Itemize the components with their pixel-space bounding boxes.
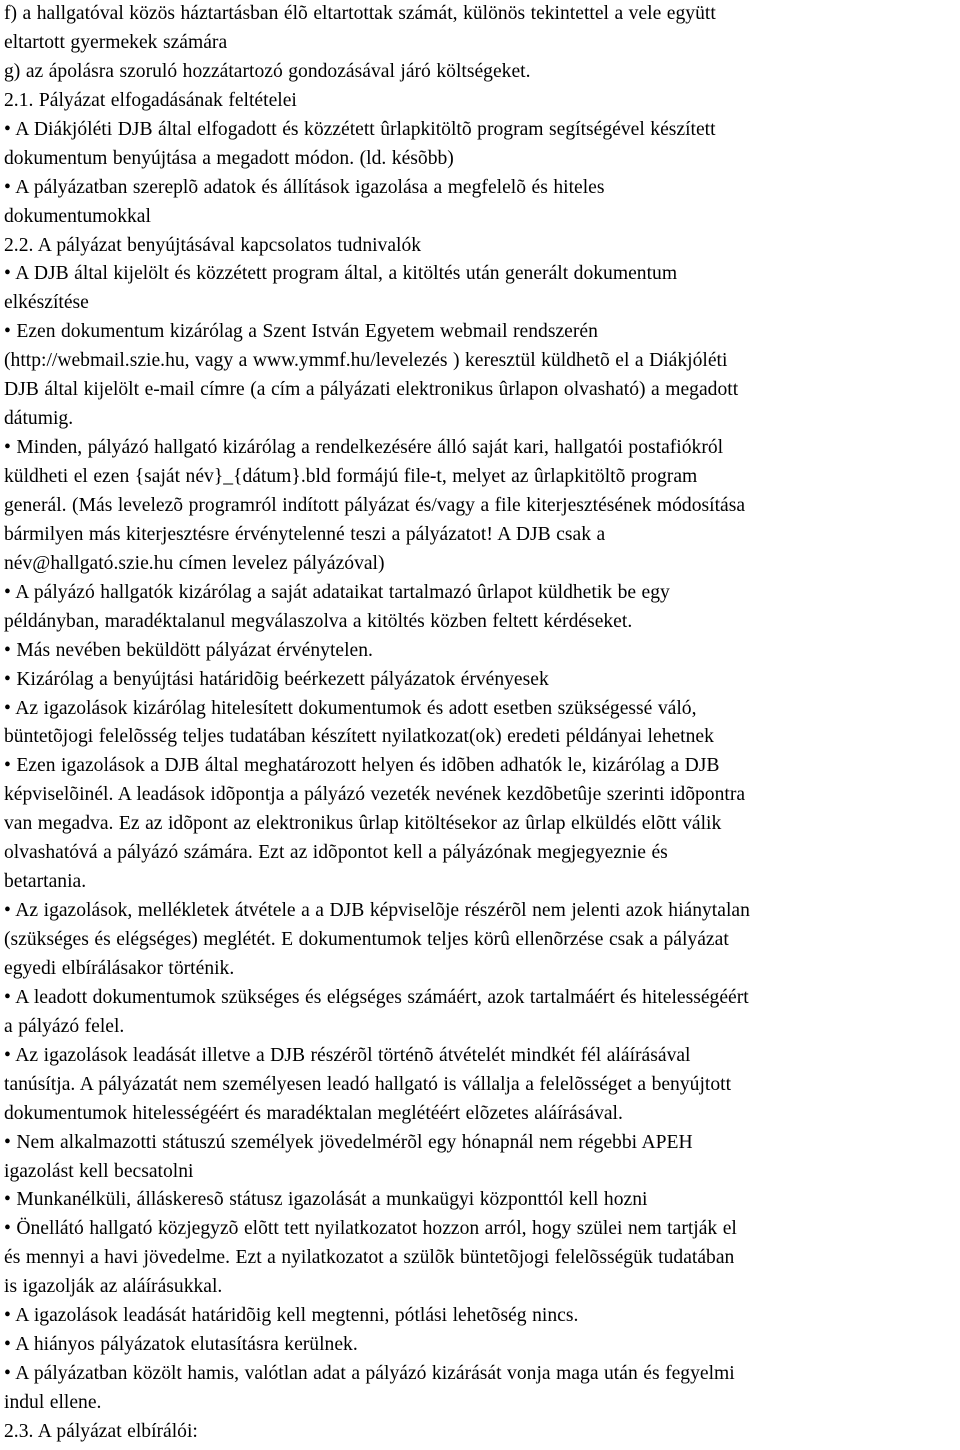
text-line: egyedi elbírálásakor történik. <box>4 957 235 979</box>
bullet-line: • A pályázatban szereplõ adatok és állítások igazolása a megfelelõ és hiteles <box>4 176 605 198</box>
bullet-line: • A leadott dokumentumok szükséges és elégséges számáért, azok tartalmáért és hitelességéért <box>4 986 749 1008</box>
text-line: dokumentumok hitelességéért és maradéktalan meglétéért elõzetes aláírásával. <box>4 1102 623 1124</box>
section-heading-2-1: 2.1. Pályázat elfogadásának feltételei <box>4 89 297 111</box>
text-line: dokumentum benyújtása a megadott módon. (ld. késõbb) <box>4 147 454 169</box>
bullet-line: • A Diákjóléti DJB által elfogadott és közzétett ûrlapkitöltõ program segítségével készített <box>4 118 716 140</box>
text-line: is igazolják az aláírásukkal. <box>4 1276 223 1298</box>
text-line: a pályázó felel. <box>4 1015 125 1037</box>
text-line: bármilyen más kiterjesztésre érvénytelenné teszi a pályázatot! A DJB csak a <box>4 523 606 545</box>
bullet-line: • A hiányos pályázatok elutasításra kerülnek. <box>4 1334 358 1356</box>
text-line: f) a hallgatóval közös háztartásban élõ eltartottak számát, különös tekintettel a vele együtt <box>4 3 716 24</box>
bullet-line: • Munkanélküli, álláskeresõ státusz igazolását a munkaügyi központtól kell hozni <box>4 1189 648 1211</box>
bullet-line: • Ezen igazolások a DJB által meghatározott helyen és idõben adhatók le, kizárólag a DJB <box>4 755 720 777</box>
bullet-line: • A DJB által kijelölt és közzétett program által, a kitöltés után generált dokumentum <box>4 263 678 285</box>
text-line: tanúsítja. A pályázatát nem személyesen leadó hallgató is vállalja a felelõsséget a benyújtott <box>4 1073 732 1095</box>
text-line: betartania. <box>4 871 87 893</box>
text-line: (http://webmail.szie.hu, vagy a www.ymmf.hu/levelezés ) keresztül küldhetõ el a Diákjóléti <box>4 350 728 372</box>
bullet-line: • A pályázatban közölt hamis, valótlan adat a pályázó kizárását vonja maga után és fegyelmi <box>4 1363 735 1385</box>
text-line: és mennyi a havi jövedelme. Ezt a nyilatkozatot a szülõk büntetõjogi felelõsségük tudatában <box>4 1247 735 1269</box>
text-line: g) az ápolásra szoruló hozzátartozó gondozásával járó költségeket. <box>4 60 531 82</box>
section-heading-2-2: 2.2. A pályázat benyújtásával kapcsolatos tudnivalók <box>4 234 422 256</box>
text-line: képviselõinél. A leadások idõpontja a pályázó vezeték nevének kezdõbetûje szerinti idõpontra <box>4 784 746 806</box>
bullet-line: • Minden, pályázó hallgató kizárólag a rendelkezésére álló saját kari, hallgatói postafiókról <box>4 437 724 459</box>
bullet-line: • Nem alkalmazotti státuszú személyek jövedelmérõl egy hónapnál nem régebbi APEH <box>4 1131 693 1153</box>
text-line: van megadva. Ez az idõpont az elektronikus ûrlap kitöltésekor az ûrlap elküldés elõtt válik <box>4 813 722 835</box>
document-body <box>4 0 958 1447</box>
text-line: indul ellene. <box>4 1392 102 1413</box>
bullet-line: • A pályázó hallgatók kizárólag a saját adataikat tartalmazó ûrlapot küldhetik be egy <box>4 581 670 603</box>
text-line: példányban, maradéktalanul megválaszolva a kitöltés közben feltett kérdéseket. <box>4 610 633 632</box>
text-line: név@hallgató.szie.hu címen levelez pályázóval) <box>4 552 385 574</box>
text-line: küldheti el ezen {saját név}_{dátum}.bld formájú file-t, melyet az ûrlapkitöltõ program <box>4 466 698 487</box>
bullet-line: • Más nevében beküldött pályázat érvénytelen. <box>4 639 373 661</box>
text-line: (szükséges és elégséges) meglétét. E dokumentumok teljes körû ellenõrzése csak a pályázat <box>4 929 729 950</box>
text-line: dátumig. <box>4 408 74 430</box>
bullet-line: • Az igazolások, mellékletek átvétele a a DJB képviselõje részérõl nem jelenti azok hiánytalan <box>4 900 750 922</box>
bullet-line: • Kizárólag a benyújtási határidõig beérkezett pályázatok érvényesek <box>4 668 549 690</box>
text-line: elkészítése <box>4 292 89 314</box>
bullet-line: • A igazolások leadását határidõig kell megtenni, pótlási lehetõség nincs. <box>4 1305 579 1327</box>
text-line: DJB által kijelölt e-mail címre (a cím a pályázati elektronikus ûrlapon olvasható) a megadott <box>4 379 739 401</box>
text-line: dokumentumokkal <box>4 205 151 227</box>
bullet-line: • Az igazolások leadását illetve a DJB részérõl történõ átvételét mindkét fél aláírásával <box>4 1044 691 1066</box>
section-heading-2-3: 2.3. A pályázat elbírálói: <box>4 1420 198 1442</box>
text-line: generál. (Más levelezõ programról indított pályázat és/vagy a file kiterjesztésének módosítása <box>4 494 746 516</box>
bullet-line: • Önellátó hallgató közjegyzõ elõtt tett nyilatkozatot hozzon arról, hogy szülei nem tartják el <box>4 1218 737 1240</box>
bullet-line: • Ezen dokumentum kizárólag a Szent István Egyetem webmail rendszerén <box>4 321 598 343</box>
bullet-line: • Az igazolások kizárólag hitelesített dokumentumok és adott esetben szükségessé váló, <box>4 697 697 719</box>
text-line: olvashatóvá a pályázó számára. Ezt az idõpontot kell a pályázónak megjegyeznie és <box>4 842 668 864</box>
text-line: eltartott gyermekek számára <box>4 31 228 53</box>
text-line: büntetõjogi felelõsség teljes tudatában készített nyilatkozat(ok) eredeti példányai lehetnek <box>4 726 714 748</box>
text-line: igazolást kell becsatolni <box>4 1160 194 1182</box>
